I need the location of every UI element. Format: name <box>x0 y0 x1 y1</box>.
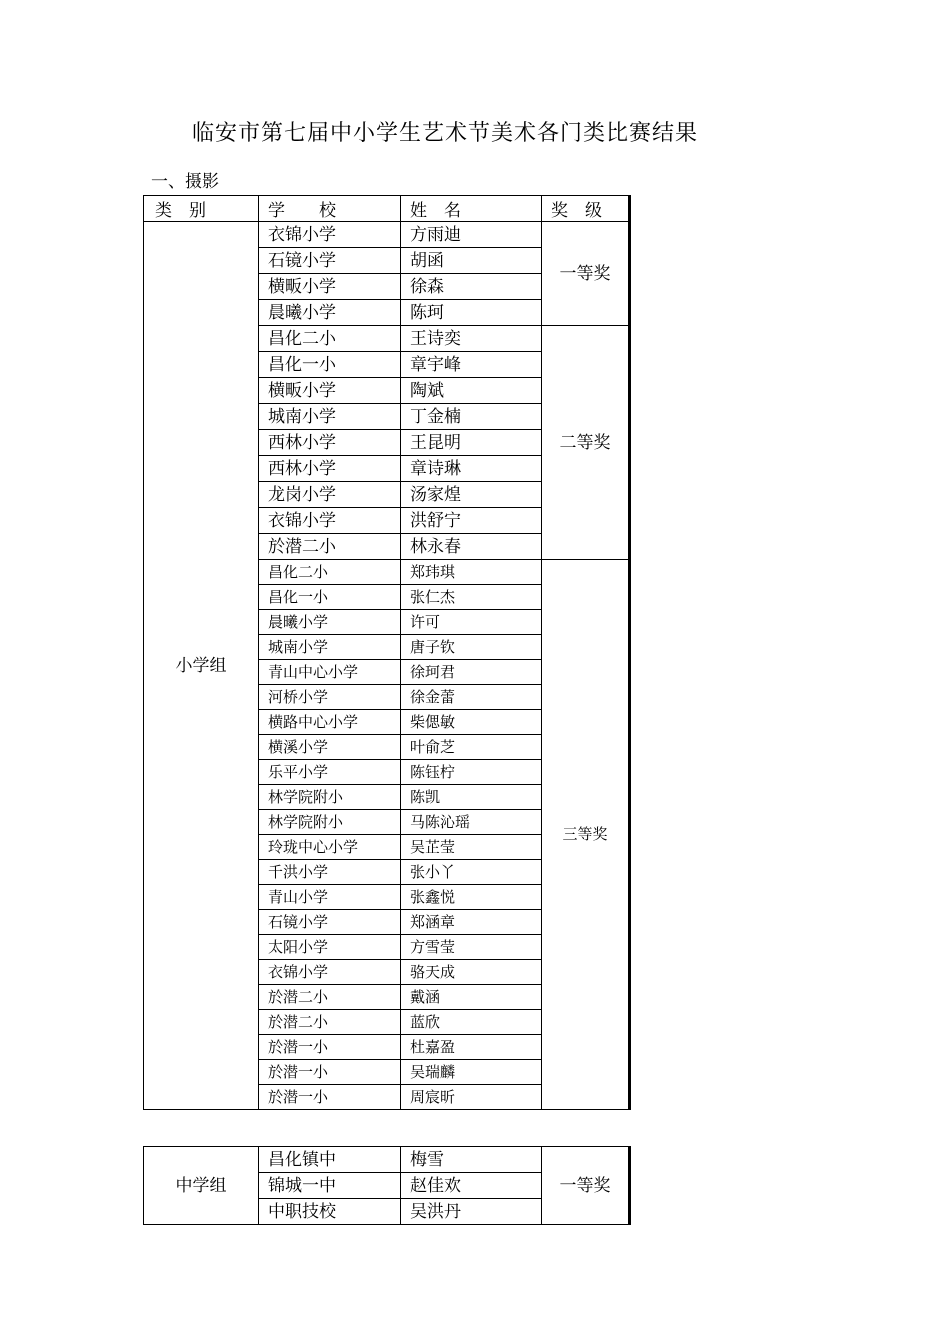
name-cell: 郑涵章 <box>401 910 542 935</box>
name-cell: 马陈沁瑶 <box>401 810 542 835</box>
school-cell: 昌化二小 <box>259 560 401 585</box>
name-cell: 王诗奕 <box>401 326 542 352</box>
school-cell: 横路中心小学 <box>259 710 401 735</box>
name-cell: 骆天成 <box>401 960 542 985</box>
school-cell: 衣锦小学 <box>259 960 401 985</box>
name-cell: 梅雪 <box>401 1147 542 1173</box>
name-cell: 胡函 <box>401 248 542 274</box>
name-cell: 陶斌 <box>401 378 542 404</box>
school-cell: 林学院附小 <box>259 785 401 810</box>
school-cell: 於潜二小 <box>259 1010 401 1035</box>
name-cell: 周宸昕 <box>401 1085 542 1110</box>
school-cell: 太阳小学 <box>259 935 401 960</box>
school-cell: 於潜一小 <box>259 1035 401 1060</box>
school-cell: 晨曦小学 <box>259 300 401 326</box>
school-cell: 石镜小学 <box>259 248 401 274</box>
school-cell: 龙岗小学 <box>259 482 401 508</box>
name-cell: 郑玮琪 <box>401 560 542 585</box>
school-cell: 衣锦小学 <box>259 508 401 534</box>
name-cell: 方雨迪 <box>401 222 542 248</box>
name-cell: 蓝欣 <box>401 1010 542 1035</box>
school-cell: 千洪小学 <box>259 860 401 885</box>
school-cell: 西林小学 <box>259 430 401 456</box>
name-cell: 陈钰柠 <box>401 760 542 785</box>
name-cell: 戴涵 <box>401 985 542 1010</box>
header-award: 奖 级 <box>542 196 630 222</box>
table-row <box>144 1147 630 1173</box>
school-cell: 昌化镇中 <box>259 1147 401 1173</box>
name-cell: 张仁杰 <box>401 585 542 610</box>
primary-results-table <box>143 195 631 1110</box>
header-name: 姓 名 <box>401 196 542 222</box>
name-cell: 章诗琳 <box>401 456 542 482</box>
school-cell: 横畈小学 <box>259 274 401 300</box>
name-cell: 章宇峰 <box>401 352 542 378</box>
name-cell: 王昆明 <box>401 430 542 456</box>
name-cell: 吴芷莹 <box>401 835 542 860</box>
header-row <box>144 196 630 222</box>
school-cell: 城南小学 <box>259 635 401 660</box>
school-cell: 青山中心小学 <box>259 660 401 685</box>
header-school: 学 校 <box>259 196 401 222</box>
table-row <box>144 222 630 248</box>
school-cell: 衣锦小学 <box>259 222 401 248</box>
school-cell: 乐平小学 <box>259 760 401 785</box>
award-cell: 一等奖 <box>542 1147 630 1225</box>
school-cell: 昌化二小 <box>259 326 401 352</box>
name-cell: 许可 <box>401 610 542 635</box>
name-cell: 汤家煌 <box>401 482 542 508</box>
name-cell: 徐金蕾 <box>401 685 542 710</box>
name-cell: 张鑫悦 <box>401 885 542 910</box>
school-cell: 玲珑中心小学 <box>259 835 401 860</box>
header-category: 类 别 <box>144 196 259 222</box>
school-cell: 石镜小学 <box>259 910 401 935</box>
school-cell: 昌化一小 <box>259 585 401 610</box>
school-cell: 横溪小学 <box>259 735 401 760</box>
section-heading: 一、摄影 <box>151 172 219 192</box>
school-cell: 於潜一小 <box>259 1060 401 1085</box>
name-cell: 唐子钦 <box>401 635 542 660</box>
middle-results-table <box>143 1146 631 1225</box>
name-cell: 洪舒宁 <box>401 508 542 534</box>
name-cell: 吴洪丹 <box>401 1199 542 1225</box>
name-cell: 陈珂 <box>401 300 542 326</box>
document-title: 临安市第七届中小学生艺术节美术各门类比赛结果 <box>191 121 698 146</box>
award-cell: 一等奖 <box>542 222 630 326</box>
name-cell: 陈凯 <box>401 785 542 810</box>
name-cell: 赵佳欢 <box>401 1173 542 1199</box>
category-cell: 中学组 <box>144 1147 259 1225</box>
name-cell: 叶俞芝 <box>401 735 542 760</box>
school-cell: 锦城一中 <box>259 1173 401 1199</box>
name-cell: 徐珂君 <box>401 660 542 685</box>
name-cell: 林永春 <box>401 534 542 560</box>
school-cell: 中职技校 <box>259 1199 401 1225</box>
school-cell: 於潜二小 <box>259 985 401 1010</box>
name-cell: 张小丫 <box>401 860 542 885</box>
school-cell: 於潜一小 <box>259 1085 401 1110</box>
category-cell: 小学组 <box>144 222 259 1110</box>
name-cell: 吴瑞麟 <box>401 1060 542 1085</box>
award-cell: 三等奖 <box>542 560 630 1110</box>
school-cell: 林学院附小 <box>259 810 401 835</box>
school-cell: 西林小学 <box>259 456 401 482</box>
school-cell: 晨曦小学 <box>259 610 401 635</box>
school-cell: 横畈小学 <box>259 378 401 404</box>
name-cell: 柴偲敏 <box>401 710 542 735</box>
name-cell: 方雪莹 <box>401 935 542 960</box>
school-cell: 於潜二小 <box>259 534 401 560</box>
award-cell: 二等奖 <box>542 326 630 560</box>
school-cell: 城南小学 <box>259 404 401 430</box>
name-cell: 丁金楠 <box>401 404 542 430</box>
name-cell: 杜嘉盈 <box>401 1035 542 1060</box>
school-cell: 昌化一小 <box>259 352 401 378</box>
name-cell: 徐森 <box>401 274 542 300</box>
school-cell: 青山小学 <box>259 885 401 910</box>
school-cell: 河桥小学 <box>259 685 401 710</box>
